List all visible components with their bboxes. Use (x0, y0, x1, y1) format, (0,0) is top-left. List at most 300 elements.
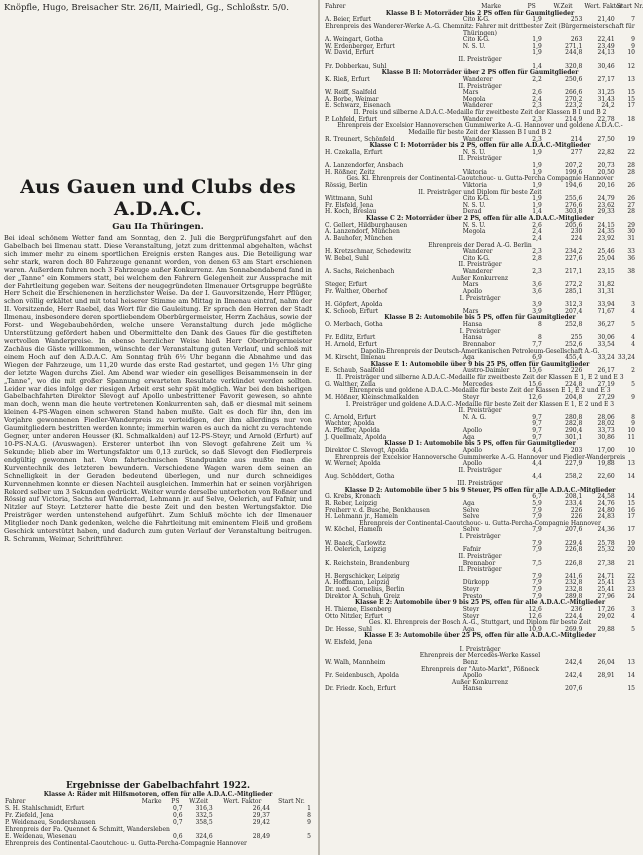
time: 204,8 (565, 393, 583, 401)
start-number: 4 (631, 334, 635, 342)
rating-factor: 28,06 (597, 413, 615, 421)
prize-note: II. Preisträger und silberne A.D.A.C.-Medaille für zweitbeste Zeit der Klassen E 1, E 2 und E 3 (336, 374, 624, 381)
horsepower: 2,3 (532, 268, 542, 275)
horsepower: 7,9 (532, 513, 542, 521)
rating-factor: 24,36 (597, 526, 615, 534)
rating-factor (583, 640, 615, 647)
rating-factor: 24,76 (597, 499, 615, 507)
time: 223,2 (565, 102, 583, 110)
start-number: 14 (627, 473, 635, 481)
time: 226,8 (565, 546, 583, 554)
time (543, 640, 584, 647)
driver-name: Dr. Hesse, Suhl (325, 625, 372, 633)
horsepower: 3,9 (532, 301, 542, 309)
driver-name: E. Schwarz, Eisenach (325, 102, 391, 110)
result-row (4, 819, 312, 826)
prize-note: II. Preis und silberne A.D.A.C.-Medaille für zweitbeste Zeit der Klassen B I und B 2 (353, 109, 607, 116)
time: 255,6 (565, 195, 583, 203)
rating-factor: 20,16 (597, 181, 615, 189)
start-number: 2 (631, 367, 635, 375)
horsepower: 9,7 (532, 420, 542, 428)
start-number: 13 (627, 460, 635, 468)
horsepower: 9,7 (532, 433, 542, 441)
rating-factor: 25,46 (597, 248, 615, 256)
horsepower: 1,9 (532, 168, 542, 176)
driver-name: H. Rößner, Zeitz (325, 168, 375, 176)
horsepower: 1,9 (532, 148, 542, 156)
col-fahrer: Fahrer (325, 3, 346, 10)
result-row (4, 805, 312, 812)
rating-factor: 23,15 (597, 268, 615, 275)
col-startnr: Start Nr. (616, 3, 643, 10)
make: Dürkopp (462, 579, 490, 587)
start-number: 19 (627, 135, 635, 143)
driver-name: Dr. med. Cornelius, Berlin (325, 586, 405, 593)
class-heading: Klasse C 2: Motorräder über 2 PS, offen für alle A.D.A.C.-Mitglieder (366, 215, 594, 222)
time: 303,8 (565, 208, 583, 216)
start-number: 3 (631, 605, 635, 613)
start-number: 17 (627, 102, 635, 110)
time: 234,2 (565, 248, 583, 256)
horsepower: 2,3 (532, 115, 542, 123)
start-number: 29 (627, 221, 635, 229)
rating-factor: 20,73 (597, 162, 615, 169)
time: 332,5 (195, 812, 213, 819)
time: 277 (570, 148, 583, 156)
horsepower: 1,9 (532, 181, 542, 189)
prize-note: I. Preisträger und goldene A.D.A.C.-Medaille für beste Zeit der Klassen E 1, E 2 und E 3 (345, 400, 615, 408)
make: Selve (462, 526, 480, 534)
start-number: 14 (627, 672, 635, 680)
make: Presto (462, 592, 483, 600)
driver-name: Dr. Friedr. Koch, Erfurt (325, 685, 396, 693)
make: Steyr (462, 612, 480, 620)
driver-name: P. Weidenaeu, Sondershausen (5, 819, 96, 826)
rating-factor: 23,49 (597, 42, 615, 50)
results-rows-right (324, 11, 636, 693)
rating-factor: 29,42 (252, 819, 270, 826)
driver-name: A. Weingart, Gotha (325, 36, 383, 44)
time: 290,4 (565, 427, 583, 434)
driver-name: H. Thieme, Eisenberg (325, 605, 392, 613)
start-number: 28 (627, 208, 635, 216)
make: Aga (462, 499, 475, 507)
start-number: 15 (627, 685, 635, 693)
driver-name: K. Reichstein, Brandenburg (325, 559, 410, 567)
rating-factor: 25,32 (597, 546, 615, 554)
prize-note: Ehrenpreis der "Auto-Markt", Pößneck (421, 665, 539, 673)
left-column (4, 176, 312, 847)
make: Aga (462, 433, 475, 441)
driver-name: W. Elsfeld, Jena (325, 639, 373, 646)
rating-factor: 26,44 (252, 805, 270, 812)
driver-name: H. Koch, Breslau (325, 208, 377, 216)
driver-name: W. Walh, Mannheim (325, 658, 386, 666)
time: 289,8 (565, 592, 583, 600)
horsepower: 2,3 (532, 135, 542, 143)
horsepower: 2,4 (532, 95, 542, 103)
horsepower: 1,9 (532, 49, 542, 57)
note-row (324, 276, 636, 283)
driver-name: Fr. Seidenbusch, Apolda (325, 672, 399, 680)
horsepower: 1,9 (532, 201, 542, 209)
rating-factor: 31,25 (597, 89, 615, 97)
horsepower: 3,6 (532, 281, 542, 289)
horsepower: 0,6 (173, 812, 183, 819)
make: Viktoria (462, 181, 487, 189)
time: 224 (570, 234, 583, 242)
time: 255 (570, 334, 583, 342)
start-number: 8 (307, 812, 311, 819)
horsepower: 7,9 (532, 579, 542, 587)
horsepower: 7,9 (532, 526, 542, 534)
note-row (324, 123, 636, 136)
rating-factor: 27,17 (597, 75, 615, 83)
make: Hansa (462, 321, 483, 328)
rating-factor: 31,43 (597, 95, 615, 103)
driver-name: H. Czekalla, Erfurt (325, 148, 383, 156)
time: 230 (570, 228, 583, 236)
start-number: 14 (627, 493, 635, 501)
make: Aga (462, 625, 475, 633)
horsepower: 4,4 (532, 473, 542, 481)
driver-name: Wachter, Apolda (325, 420, 375, 428)
article-body (4, 235, 312, 778)
horsepower: 0,7 (173, 805, 183, 812)
driver-name: M. Kirscht, Ilmenau (325, 354, 386, 362)
prize-note: Ehrenpreis der Excelsior Hannoversche Gummiwerke A.-G. Hannover und Fiedler-Wanderpreis (334, 453, 626, 461)
make: Fafnir (462, 546, 481, 554)
article-headline: Aus Gauen und Clubs des A.D.A.C. (20, 176, 296, 220)
horsepower: 12,6 (528, 605, 542, 613)
prize-note: II. Preisträger (458, 552, 502, 560)
start-number: 24 (627, 592, 635, 600)
driver-name: J. Quellmalz, Apolda (325, 433, 387, 441)
rating-factor: 24,35 (597, 228, 615, 236)
horsepower: 9,7 (532, 427, 542, 434)
col-wzeit: W.Zeit (189, 798, 209, 805)
rating-factor: 27,29 (597, 393, 615, 401)
col-ps: PS (527, 3, 536, 10)
horsepower: 10,9 (528, 625, 542, 633)
driver-name: H. Oelerich, Leipzig (325, 546, 387, 554)
time: 271,1 (565, 42, 583, 50)
start-number: 33,24 (617, 354, 635, 362)
time: 214 (570, 135, 583, 143)
driver-name: Steger, Erfurt (325, 281, 368, 289)
time: 252,6 (565, 340, 583, 348)
rating-factor: 28,49 (252, 833, 270, 840)
start-number: 28 (627, 162, 635, 169)
rating-factor: 17,26 (597, 605, 615, 613)
driver-name: O. Merbach, Gotha (325, 321, 383, 328)
rating-factor: 27,96 (597, 592, 615, 600)
col-fahrer: Fahrer (5, 798, 26, 805)
time: 226 (570, 506, 583, 514)
rating-factor: 21,40 (597, 16, 615, 24)
rating-factor: 29,33 (597, 208, 615, 216)
make: N. S. U. (462, 148, 486, 156)
driver-name: M. Hößner, Kleinschmalkalden (325, 393, 419, 401)
note-row (4, 840, 312, 847)
horsepower: 8 (537, 334, 542, 342)
make: Wanderer (462, 115, 493, 123)
time: 207,4 (565, 307, 583, 315)
rating-factor: 36,27 (597, 321, 615, 328)
start-number: 33 (627, 248, 635, 256)
time: 272,2 (565, 281, 583, 289)
start-number: 13 (627, 75, 635, 83)
rating-factor: 27,50 (597, 135, 615, 143)
time: 203 (570, 446, 583, 454)
time: 301,1 (565, 433, 583, 441)
horsepower: 1,9 (532, 162, 542, 169)
prize-note: II. Preisträger (458, 155, 502, 163)
time: 266,6 (565, 89, 583, 97)
start-number: 10 (627, 427, 635, 434)
header-line: Knöpfle, Hugo, Breisacher Str. 26/II, Mairiedl, Gg., Schloßstr. 5/0. (4, 3, 289, 13)
make: Brennabor (462, 340, 496, 348)
rating-factor: 24,71 (597, 572, 615, 580)
start-number: 7 (631, 16, 635, 24)
rating-factor: 27,38 (597, 559, 615, 567)
time: 312,3 (565, 301, 583, 309)
start-number: 4 (631, 307, 635, 315)
horsepower: 2,6 (532, 221, 542, 229)
make: Benz (462, 658, 478, 666)
rating-factor: 33,94 (597, 301, 615, 309)
make (136, 812, 167, 819)
time: 232,8 (565, 579, 583, 587)
time: 270,2 (565, 95, 583, 103)
time: 242,4 (565, 658, 583, 666)
time: 207,6 (565, 526, 583, 534)
rating-factor: 17,00 (597, 446, 615, 454)
start-number: 5 (307, 833, 311, 840)
time: 316,3 (195, 805, 213, 812)
time: 263 (570, 36, 583, 44)
driver-name: Rössig, Berlin (325, 181, 368, 189)
rating-factor: 22,78 (597, 115, 615, 123)
horsepower: 0,7 (173, 819, 183, 826)
prize-note: II. Preisträger (458, 407, 502, 415)
prize-note: Ehrenpreis der Fa. Quennet & Schmitt, Wandersleben (5, 826, 170, 833)
driver-name: E. Schaub, Saalfeld (325, 367, 385, 375)
time: 224,8 (565, 380, 583, 388)
col-faktor: Wert. Faktor (584, 3, 623, 10)
col-startnr: Start Nr. (278, 798, 305, 805)
start-number: 17 (627, 513, 635, 521)
result-row (324, 686, 636, 693)
make: Viktoria (462, 168, 487, 176)
start-number: 5 (631, 321, 635, 328)
driver-name: R. Reber, Leipzig (325, 499, 378, 507)
article-subhead: Gau IIa Thüringen. (112, 222, 204, 232)
start-number: 28 (627, 168, 635, 176)
make: Mars (462, 281, 479, 289)
horsepower: 6,7 (532, 493, 542, 501)
rating-factor (583, 686, 615, 693)
start-number: 8 (631, 413, 635, 421)
prize-note: I. Preisträger (459, 533, 501, 540)
driver-name: G. Walther, Zella (325, 380, 376, 388)
horsepower: 1,9 (532, 36, 542, 44)
start-number: 10 (627, 49, 635, 57)
driver-name: C. Gellert, Hildburghausen (325, 221, 408, 229)
make: Wanderer (462, 248, 493, 256)
horsepower: 2,3 (532, 102, 542, 110)
rating-factor: 26,17 (597, 367, 615, 375)
time: 244,8 (565, 49, 583, 57)
prize-note: Ehrenpreis der Continental-Caoutchouc- u. Gutta-Percha-Compagnie Hannover (359, 519, 601, 527)
horsepower: 12,6 (528, 393, 542, 401)
make: Derad (462, 208, 482, 216)
rating-factor: 29,88 (597, 625, 615, 633)
prize-note: Ehrenpreis und goldene A.D.A.C.-Medaille für beste Zeit der Klassen E 1, E 2 und E 3 (349, 387, 611, 395)
driver-name: Direktor A. Schuh, Greiz (325, 592, 400, 600)
make: Apollo (462, 446, 483, 454)
driver-name: Direktor C. Slevogt, Apolda (325, 446, 409, 454)
prize-note: Ehrenpreis des Wanderer-Werke A.-G. Chemnitz: Fahrer mit drittbester Zeit (Bürgermeisterschaft für Thüringen) (325, 22, 635, 37)
start-number: 5 (631, 625, 635, 633)
start-number: 23 (627, 586, 635, 593)
make: N. A. G. (462, 413, 487, 421)
make: Cito K-G. (462, 36, 490, 44)
start-number: 22 (627, 572, 635, 580)
make: Aga (462, 354, 475, 362)
horsepower: 8 (537, 321, 542, 328)
make: Mars (462, 307, 479, 315)
driver-name: K. Rieß, Erfurt (325, 75, 370, 83)
prize-note: Außer Konkurrenz (451, 274, 509, 282)
driver-name: W. Reiff, Saalfeld (325, 89, 377, 97)
horsepower: 15,6 (528, 380, 542, 388)
driver-name: P. Lohfeld, Erfurt (325, 115, 378, 123)
start-number: 26 (627, 181, 635, 189)
horsepower: 9,7 (532, 413, 542, 421)
rating-factor: 33,24 (597, 354, 615, 362)
make: N. S. U. (462, 42, 486, 50)
time: 224,4 (565, 612, 583, 620)
horsepower: 7,5 (532, 559, 542, 567)
start-number: 16 (627, 506, 635, 514)
note-row (4, 826, 312, 833)
rating-factor: 22,82 (597, 148, 615, 156)
start-number: 4 (631, 612, 635, 620)
driver-name: Otto Nitzler, Erfurt (325, 612, 384, 620)
make: Wanderer (462, 102, 493, 110)
rating-factor: 20,50 (597, 168, 615, 176)
time: 207,6 (565, 685, 583, 693)
rating-factor: 28,91 (597, 672, 615, 680)
class-heading: Klasse E 1: Automobile über 9 bis 25 PS, offen für Gaumitglieder (370, 360, 590, 368)
time: 226 (570, 513, 583, 521)
prize-note: Ehrenpreis des Continental-Caoutchouc- u. Gutta-Percha-Compagnie Hannover (5, 840, 247, 847)
horsepower: 0,6 (173, 833, 183, 840)
prize-note: II. Preisträger (458, 56, 502, 63)
start-number: 31 (627, 234, 635, 242)
start-number: 27 (627, 201, 635, 209)
make: Cito K-G. (462, 195, 490, 203)
rating-factor: 22,41 (597, 36, 615, 44)
rating-factor: 29,37 (252, 812, 270, 819)
start-number: 22 (627, 148, 635, 156)
horsepower: 2,3 (532, 248, 542, 256)
start-number: 9 (631, 42, 635, 50)
article-signature: R. Schramm, Weimar, Schriftführer. (4, 535, 123, 544)
col-wzeit: W.Zeit (553, 3, 573, 10)
rating-factor: 25,04 (597, 254, 615, 262)
start-number: 38 (627, 268, 635, 275)
rating-factor: 29,02 (597, 612, 615, 620)
class-heading: Klasse B II: Motorräder über 2 PS offen für Gaumitglieder (381, 69, 579, 77)
prize-note: Ges. Kl. Ehrenpreis der Bosch A.-G., Stuttgart, und Diplom für beste Zeit (368, 619, 592, 627)
time: 226 (570, 367, 583, 375)
rating-factor: 24,58 (597, 493, 615, 501)
start-number (616, 640, 636, 647)
horsepower: 7,9 (532, 539, 542, 547)
col-faktor: Wert. Faktor (223, 798, 262, 805)
make: Wanderer (462, 135, 493, 143)
start-number (616, 289, 636, 296)
prize-note: Ehrenpreis der Derad A.-G. Berlin (428, 241, 532, 249)
make: N. S. U. (462, 221, 486, 229)
rating-factor: 25,41 (597, 579, 615, 587)
horsepower (521, 640, 543, 647)
horsepower: 2,4 (532, 234, 542, 242)
horsepower: 1,9 (532, 195, 542, 203)
prize-note: I. Preisträger (459, 294, 501, 302)
rating-factor: 24,80 (597, 506, 615, 514)
rating-factor: 33,73 (597, 427, 615, 434)
article-body-text: Bei ideal schönem Wetter fand am Sonntag, den 2. Juli die Bergprüfungsfahrt auf den Gabelbach bei Ilmenau statt. Diese Veranstaltung, jetzt zum drittenmal abgehalten, wächst sich immer mehr zu einem sportlichen Ereignis ersten Ranges aus. Die Beteiligung war sehr stark, waren doch 80 Fahrzeuge genannt worden, von denen 63 am Start erschienen waren. Außerdem fuhren noch 3 Fahrzeuge außer Konkurrenz. Am Sonnabendabend fand in der „Tanne“ ein Kommers statt, bei welchem den Fahrern Gelegenheit zur Aussprache mit der Fahrtleitung gegeben war. Seitens der neugegründeten Ilmenauer Ortsgruppe begrüßte Herr Scheit die Erschienenen in herzlichster Weise. Da der I. Gauvorsitzende, Herr Pflüger, schon völlig erkältet und mit total heiserer Stimme am Mittag in Ilmenau eintraf, nahm der II. Vorsitzende, Herr Raebel, das Wort für die Gauleitung. Er sprach den Herren der Stadt Ilmenau, insbesondere deren sportliebendem Oberbürgermeister, Herrn Zachäus, sowie der Forst- und Wegebaubehörden, welche unsere Veranstaltung durch jede mögliche Unterstützung gefördert haben und Obermittelte den Dank des Gaues für die gestifteten wertvollen Wanderpreise. In ebenso herzlicher Weise hieß Herr Oberbürgermeister Zachäus die Gäste willkommen, wünschte der Veranstaltung guten Verlauf, und schloß mit einem Hoch auf den A.D.A.C. Am Sonntag früh 6½ Uhr begann die Abnahme und das Wiegen der Fahrzeuge, um 11,20 wurde das erste Rad gestartet, und gegen 1½ Uhr ging der letzte Wagen durchs Ziel. Am Abend war wieder ein geselliges Beisammensein in der „Tanne“, wo die mit großer Spannung erwarteten Resultate verkündet werden sollten. Leider war dies infolge der riesigen Arbeit erst sehr spät möglich. War bei den bisherigen Gabelbachfahrten Direktor Slevogt auf Apollo unbestrittener Favorit gewesen, so ahnte man doch, wenn man die heute vertretenen Konkurrenten sah, daß er diesmal mit seinem kleinen 4-PS-Wagen einen schweren Stand haben mußte. Galt es doch für ihn, den im Vorjahre gewonnenen Fiedler-Wanderpreis zu verteidigen, der ihm allerdings nur von Gaumitgliedern bestritten werden konnte; immerhin waren es auch da nicht zu verachtende Gegner, unter anderen Heusser (Kl. Schmalkalden) auf 12-PS-Steyr, und Arnold (Erfurt) auf 10-PS-N.A.G. (Avuswagen). Ersterer unterbot ihn von Slevogt gefahrene Zeit um ¾ Sekunde; blieb aber im Wertungsfaktor um 0,13 zurück, so daß Slevogt den Fiedlerpreis endgültig gewonnen hat. Vom fahrtechnischen Standpunkte aus mußte man die Kurventechnik des letzteren bewundern. Verschiedene Wagen waren dem seinen an Schnelligkeit in der Geraden bedeutend überlegen, und nur durch schneidiges Kurvennehmen konnte er diesen Nachteil ausgleichen. Immerhin hat er seinen vorjährigen Rekord selber um 3 Sekunden gedrückt. Weiter wurde derselbe unterboten von Roßner und Rössig auf Victoria, Sachs auf Wanderrad, Lehmann jr. auf Selve, Oelerich, auf Fafnir, und Nitzler auf Steyr. Letzterer hatte die beste Zeit und den besten Wertungsfaktor. Die Preisträger werden untenstehend aufgeführt. Zum Schluß möchte ich der Ilmenauer Mitglieder noch Dank gedenken, welche die Fahrtleitung mit eminentem Fleiß und großem Geschick unterstützt haben, und dadurch zum guten Verlauf der Veranstaltung beitrugen. (4, 234, 312, 536)
start-number: 20 (627, 546, 635, 554)
horsepower: 2,6 (532, 89, 542, 97)
driver-name: A. Pfeiffer, Apolda (325, 427, 380, 434)
driver-name: K. Schoob, Erfurt (325, 307, 379, 315)
time: 252,8 (565, 321, 583, 328)
driver-name: A. Bauhofer, München (325, 234, 393, 242)
time: 214,9 (565, 115, 583, 123)
prize-note: Dapolin-Ehrenpreis der Deutsch-Amerikanischen Petroleum-Gesellschaft A.-G. (360, 347, 600, 355)
horsepower: 4,4 (532, 446, 542, 454)
driver-name: R. Treunert, Schönfeld (325, 135, 395, 143)
class-heading: Klasse C I: Motorräder bis 2 PS, offen für alle A.D.A.C.-Mitglieder (369, 142, 591, 150)
results-header-row (4, 798, 312, 805)
class-heading: Klasse B I: Motorräder bis 2 PS offen für Gaumitglieder (385, 9, 575, 17)
note-row (324, 24, 636, 37)
make (136, 833, 167, 840)
rating-factor: 25,78 (597, 539, 615, 547)
time: 194,6 (565, 181, 583, 189)
time: 226,8 (565, 559, 583, 567)
make: Mercedes (462, 380, 493, 388)
driver-name: E. Weidenau, Wiesenau (5, 833, 77, 840)
horsepower: 7,9 (532, 572, 542, 580)
time: 207,2 (565, 162, 583, 169)
driver-name: W. Erdenberger, Erfurt (325, 42, 395, 50)
time: 276,6 (565, 201, 583, 209)
start-number: 30 (627, 228, 635, 236)
horsepower: 15,6 (528, 367, 542, 375)
horsepower: 3,6 (532, 287, 542, 295)
time: 229,4 (565, 539, 583, 547)
driver-name: W. Bebel, Suhl (325, 254, 369, 262)
driver-name: A. Lanzendorf, München (325, 228, 400, 236)
make: Selve (462, 513, 480, 521)
horsepower: 2,8 (532, 254, 542, 262)
start-number: 3 (631, 301, 635, 309)
